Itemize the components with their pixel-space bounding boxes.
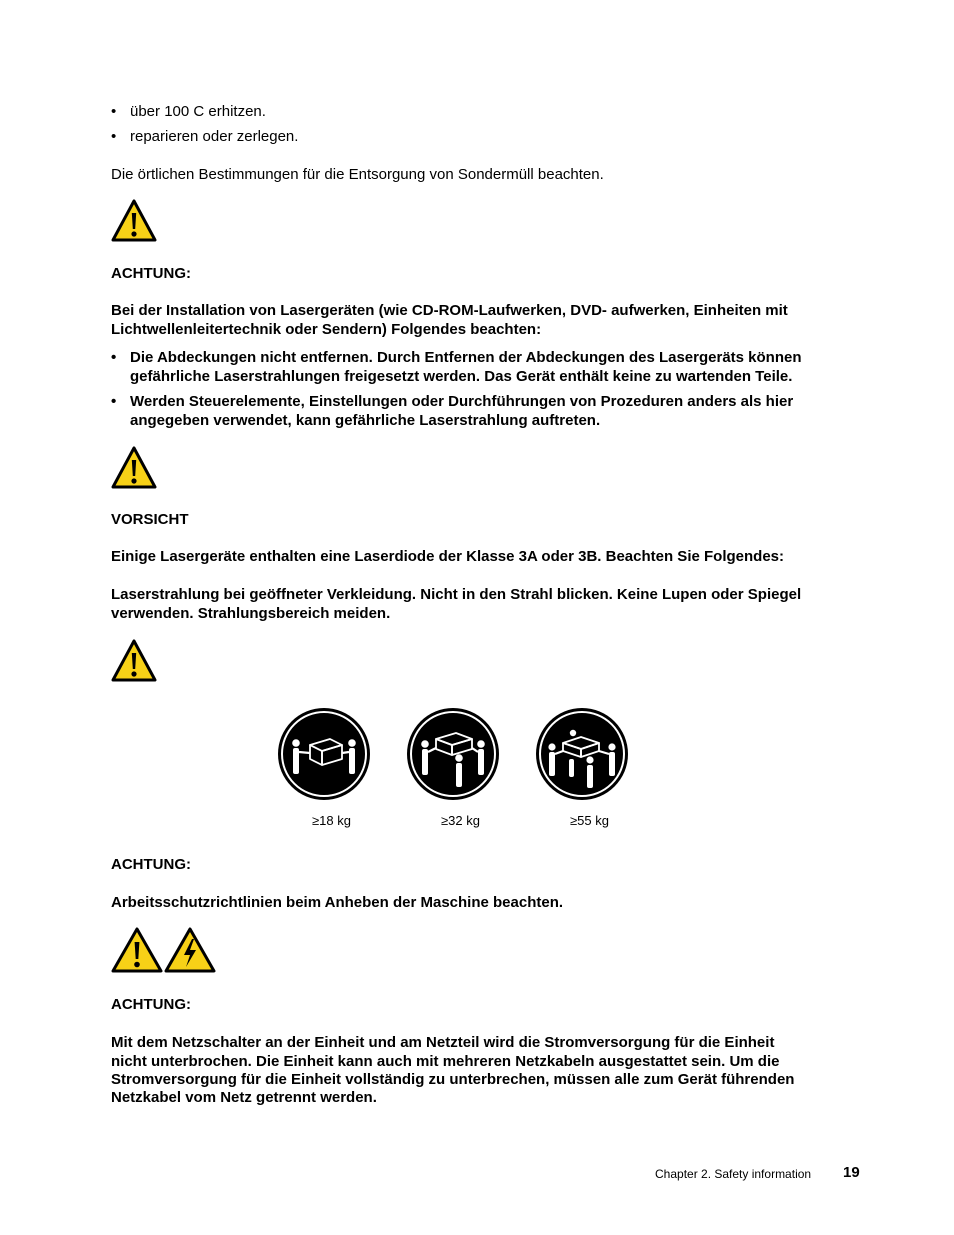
- laser-bullet-1-line-1: Die Abdeckungen nicht entfernen. Durch Entfernen der Abdeckungen des Lasergeräts können: [130, 349, 802, 366]
- laser-bullet-2-line-2: angegeben verwendet, kann gefährliche Laserstrahlung auftreten.: [130, 412, 601, 429]
- warning-triangle-icon: [111, 639, 157, 682]
- bullet-symbol: •: [111, 128, 117, 145]
- lifting-guideline-line: Arbeitsschutzrichtlinien beim Anheben der Maschine beachten.: [111, 894, 564, 911]
- vorsicht-heading: VORSICHT: [111, 511, 189, 528]
- bullet-item-repair: reparieren oder zerlegen.: [130, 128, 299, 145]
- bullet-symbol: •: [111, 393, 117, 410]
- weight-label-18kg: ≥18 kg: [312, 813, 351, 828]
- caution-heading: ACHTUNG:: [111, 856, 191, 873]
- warning-triangle-icon: [111, 446, 157, 489]
- electric-hazard-icon: [164, 927, 216, 973]
- caution-heading: ACHTUNG:: [111, 996, 191, 1013]
- page-number: 19: [843, 1164, 860, 1181]
- laser-bullet-2-line-1: Werden Steuerelemente, Einstellungen oder Durchführungen von Prozeduren anders als hier: [130, 393, 794, 410]
- weight-label-32kg: ≥32 kg: [441, 813, 480, 828]
- power-line-4: Netzkabel vom Netz getrennt werden.: [111, 1089, 377, 1106]
- laser-radiation-line-1: Laserstrahlung bei geöffneter Verkleidung. Nicht in den Strahl blicken. Keine Lupen oder Spiegel: [111, 586, 802, 603]
- lift-two-person-icon: [277, 707, 371, 801]
- lift-four-person-icon: [535, 707, 629, 801]
- bullet-item-heat: über 100 C erhitzen.: [130, 103, 266, 120]
- footer-chapter: Chapter 2. Safety information: [655, 1167, 812, 1181]
- bullet-symbol: •: [111, 103, 117, 120]
- weight-label-55kg: ≥55 kg: [570, 813, 609, 828]
- lift-three-person-icon: [406, 707, 500, 801]
- bullet-symbol: •: [111, 349, 117, 366]
- laser-radiation-line-2: verwenden. Strahlungsbereich meiden.: [111, 605, 391, 622]
- laser-bullet-1-line-2: gefährliche Laserstrahlungen freigesetzt werden. Das Gerät enthält keine zu wartenden Teile.: [130, 368, 793, 385]
- disposal-note: Die örtlichen Bestimmungen für die Entsorgung von Sondermüll beachten.: [111, 166, 604, 183]
- warning-triangle-icon: [111, 199, 157, 242]
- warning-triangle-icon: [111, 927, 163, 973]
- power-line-1: Mit dem Netzschalter an der Einheit und am Netzteil wird die Stromversorgung für die Einheit: [111, 1034, 775, 1051]
- laser-install-line-2: Lichtwellenleitertechnik oder Sendern) Folgendes beachten:: [111, 321, 542, 338]
- power-line-2: nicht unterbrochen. Die Einheit kann auch mit mehreren Netzkabeln ausgestattet sein. Um die: [111, 1053, 780, 1070]
- laser-install-line-1: Bei der Installation von Lasergeräten (wie CD-ROM-Laufwerken, DVD- aufwerken, Einheiten mit: [111, 302, 788, 319]
- caution-heading: ACHTUNG:: [111, 265, 191, 282]
- power-line-3: Stromversorgung für die Einheit vollständig zu unterbrechen, müssen alle zum Gerät führenden: [111, 1071, 795, 1088]
- laser-class-line: Einige Lasergeräte enthalten eine Laserdiode der Klasse 3A oder 3B. Beachten Sie Folgendes:: [111, 548, 784, 565]
